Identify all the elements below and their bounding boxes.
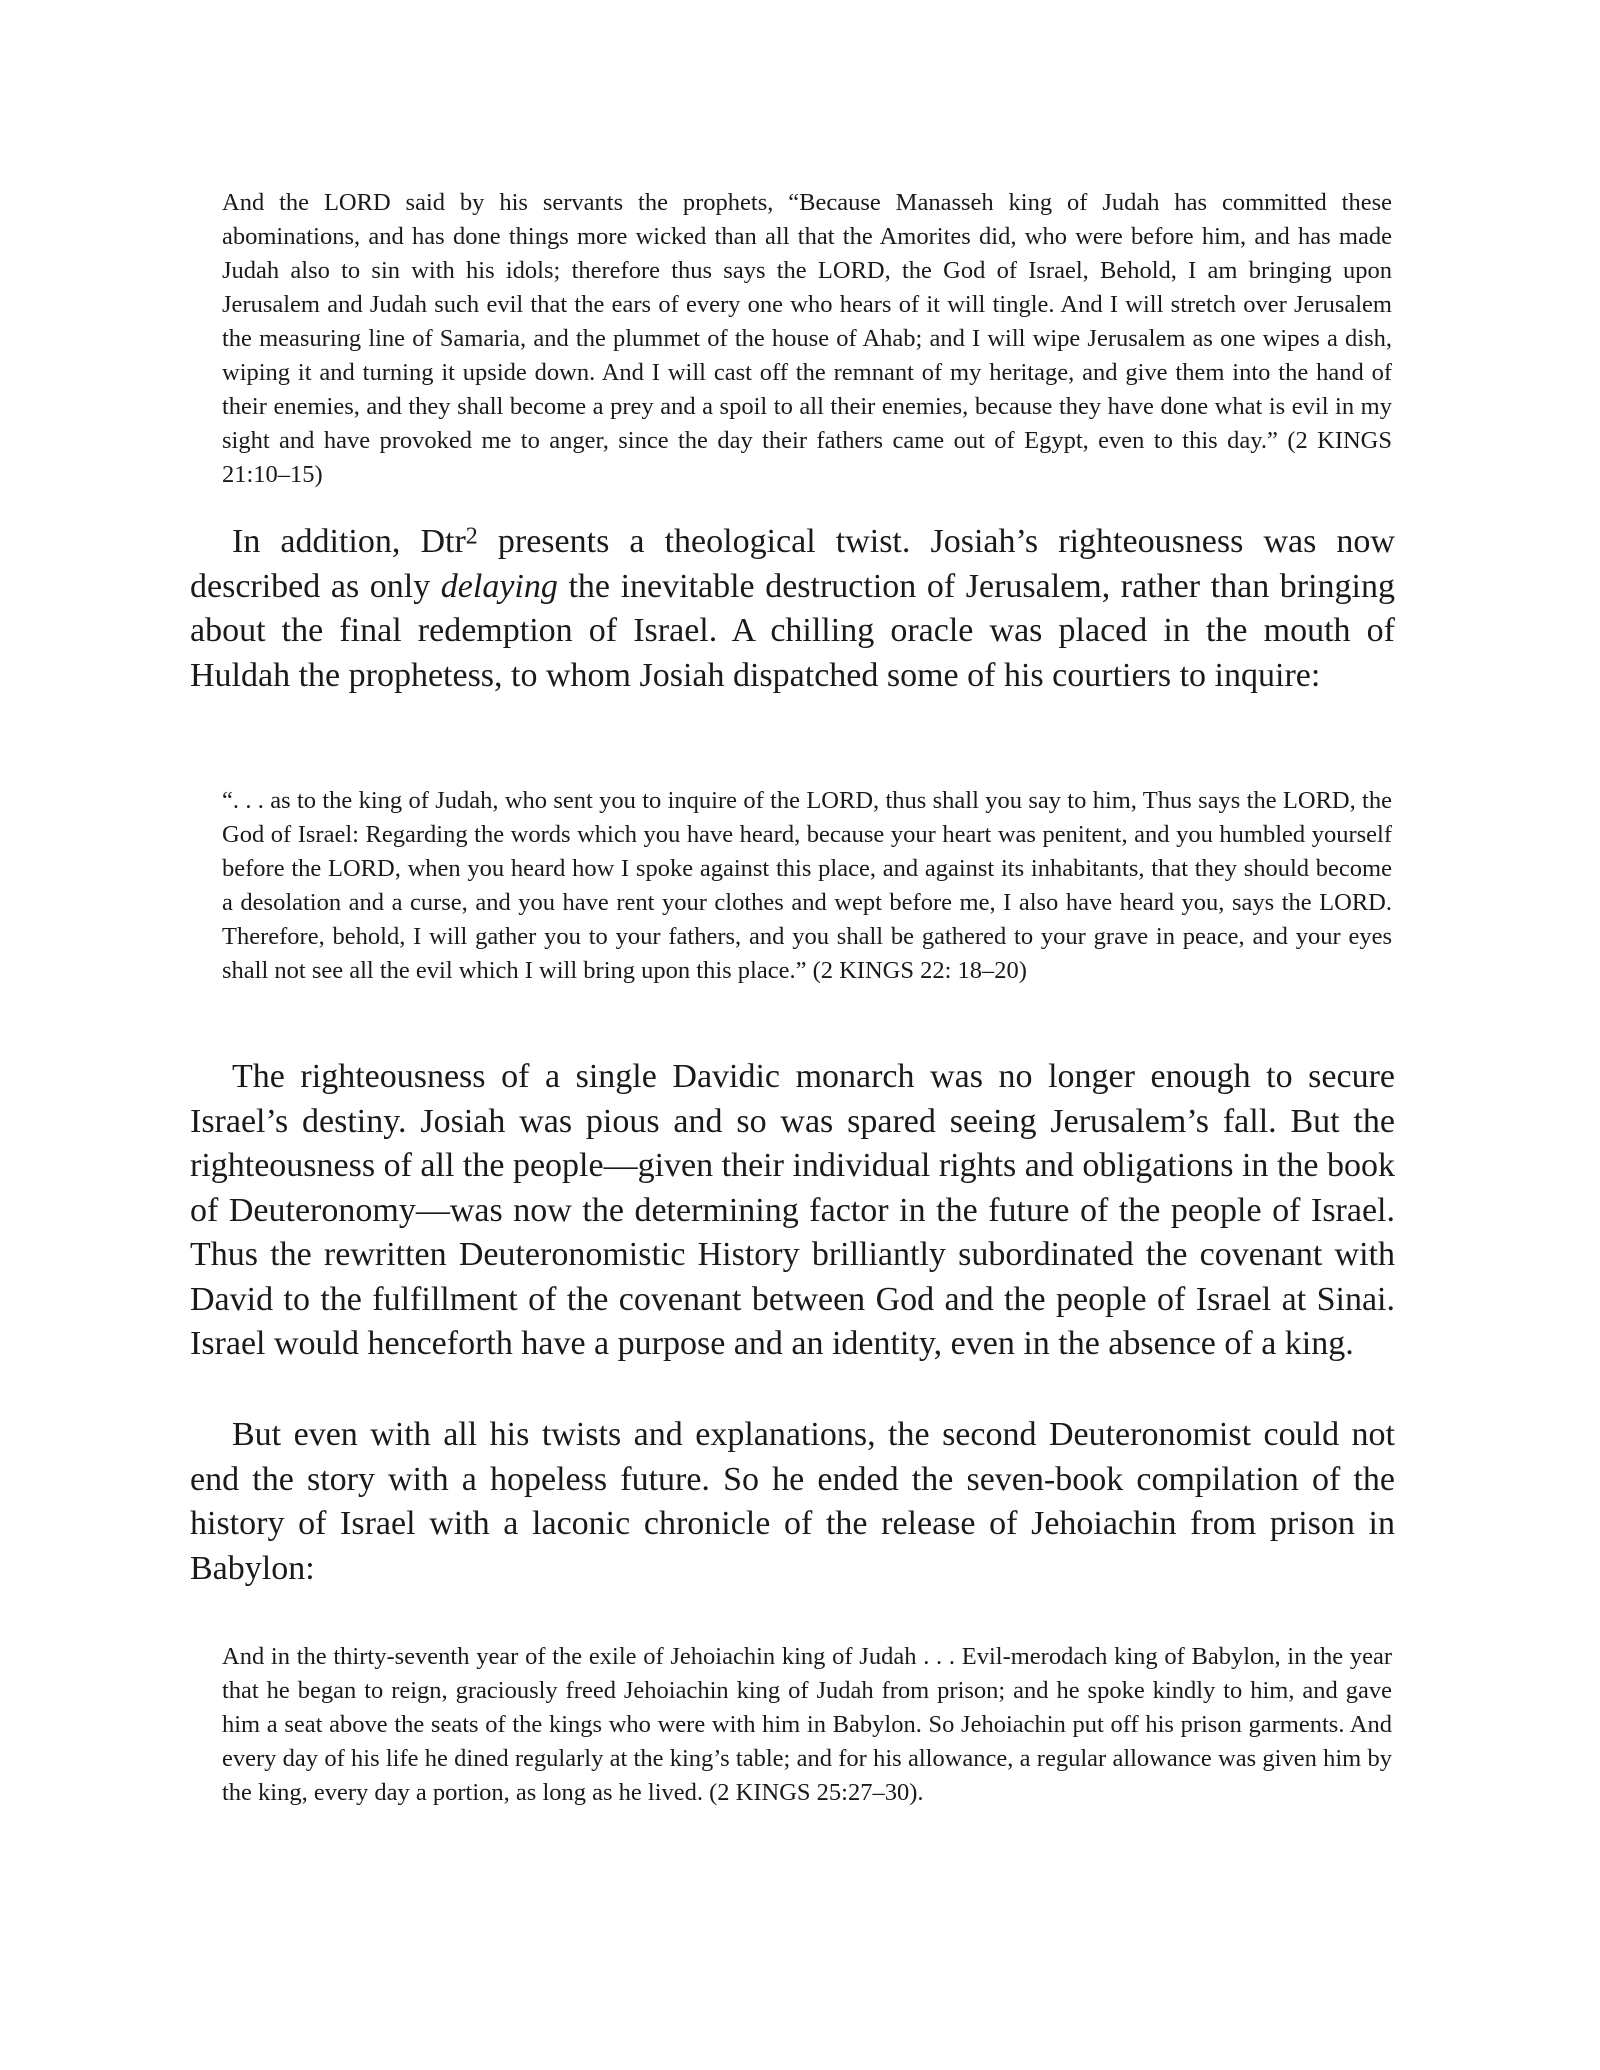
body-paragraph-theological-twist bbox=[190, 520, 1395, 698]
paragraph-text: In addition, Dtr bbox=[232, 523, 466, 560]
body-paragraph-righteousness: The righteousness of a single Davidic monarch was no longer enough to secure Israel’s destiny. Josiah was pious and so was spared seeing Jerusalem’s fall. But the righteousness of all the people—given their individual rights and obligations in the book of Deuteronomy—was now the determining factor in the future of the people of Israel. Thus the rewritten Deuteronomistic History brilliantly subordinated the covenant with David to the fulfillment of the covenant between God and the people of Israel at Sinai. Israel would henceforth have a purpose and an identity, even in the absence of a king. bbox=[190, 1058, 1395, 1362]
paragraph-text: the inevitable destruction of Jerusalem, rather than bringing about the final redemption of Israel. A chilling oracle was placed in the mouth of Huldah the prophetess, to whom Josiah dispatched some of his courtiers to inquire: bbox=[190, 567, 1395, 694]
block-quote-2-kings-25: And in the thirty-seventh year of the exile of Jehoiachin king of Judah . . . Evil-merodach king of Babylon, in the year that he began to reign, graciously freed Jehoiachin king of Judah from prison; and he spoke kindly to him, and gave him a seat above the seats of the kings who were with him in Babylon. So Jehoiachin put off his prison garments. And every day of his life he dined regularly at the king’s table; and for his allowance, a regular allowance was given him by the king, every day a portion, as long as he lived. (2 KINGS 25:27–30). bbox=[222, 1643, 1392, 1806]
emphasized-word: delaying bbox=[440, 567, 558, 605]
paragraph-text: presents a theological twist. Josiah’s righteousness was now described as only bbox=[190, 523, 1395, 605]
block-quote-2-kings-22: “. . . as to the king of Judah, who sent you to inquire of the LORD, thus shall you say to him, Thus says the LORD, the God of Israel: Regarding the words which you have heard, because your heart was penitent, and you humbled yourself before the LORD, when you heard how I spoke against this place, and against its inhabitants, that they should become a desolation and a curse, and you have rent your clothes and wept before me, I also have heard you, says the LORD. Therefore, behold, I will gather you to your fathers, and you shall be gathered to your grave in peace, and your eyes shall not see all the evil which I will bring upon this place.” (2 KINGS 22: 18–20) bbox=[222, 787, 1392, 984]
body-paragraph-second-deuteronomist: But even with all his twists and explanations, the second Deuteronomist could not end the story with a hopeless future. So he ended the seven-book compilation of the history of Israel with a laconic chronicle of the release of Jehoiachin from prison in Babylon: bbox=[190, 1416, 1395, 1587]
block-quote-2-kings-21: And the LORD said by his servants the prophets, “Because Manasseh king of Judah has committed these abominations, and has done things more wicked than all that the Amorites did, who were before him, and has made Judah also to sin with his idols; therefore thus says the LORD, the God of Israel, Behold, I am bringing upon Jerusalem and Judah such evil that the ears of every one who hears of it will tingle. And I will stretch over Jerusalem the measuring line of Samaria, and the plummet of the house of Ahab; and I will wipe Jerusalem as one wipes a dish, wiping it and turning it upside down. And I will cast off the remnant of my heritage, and give them into the hand of their enemies, and they shall become a prey and a spoil to all their enemies, because they have done what is evil in my sight and have provoked me to anger, since the day their fathers came out of Egypt, even to this day.” (2 KINGS 21:10–15) bbox=[222, 189, 1392, 488]
superscript-2: 2 bbox=[465, 523, 478, 550]
